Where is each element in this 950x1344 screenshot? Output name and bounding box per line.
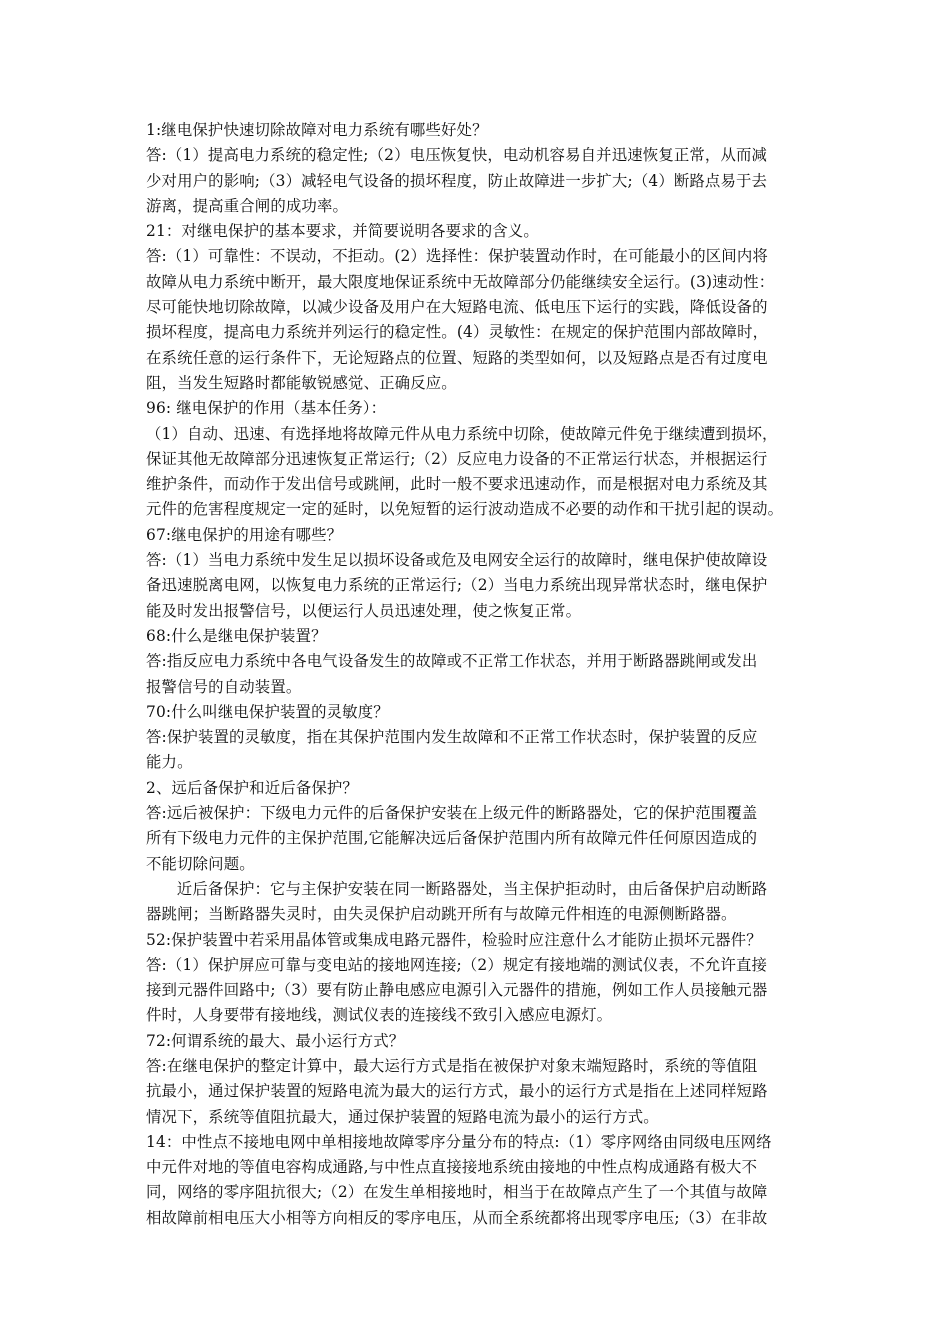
answer-21-line: 尽可能快地切除故障，以减少设备及用户在大短路电流、低电压下运行的实践，降低设备的 xyxy=(146,298,768,317)
paragraph-14-line: 中元件对地的等值电容构成通路,与中性点直接接地系统由接地的中性点构成通路有极大不 xyxy=(146,1158,758,1177)
answer-70-line: 能力。 xyxy=(146,753,193,772)
answer-2-line: 所有下级电力元件的主保护范围,它能解决远后备保护范围内所有故障元件任何原因造成的 xyxy=(146,829,758,848)
answer-96-line: 元件的危害程度规定一定的延时，以免短暂的运行波动造成不必要的动作和干扰引起的误动。 xyxy=(146,500,784,519)
answer-21-line: 答:（1）可靠性：不误动，不拒动。(2）选择性：保护装置动作时，在可能最小的区间内将 xyxy=(146,247,768,266)
question-67-title: 67:继电保护的用途有哪些？ xyxy=(146,525,343,544)
question-1-title: 1:继电保护快速切除故障对电力系统有哪些好处？ xyxy=(146,121,488,139)
answer-72-line: 答:在继电保护的整定计算中，最大运行方式是指在被保护对象末端短路时，系统的等值阻 xyxy=(146,1056,758,1075)
answer-2-line-indented: 近后备保护：它与主保护安装在同一断路器处，当主保护拒动时，由后备保护启动断路 xyxy=(176,879,768,898)
answer-21-line: 在系统任意的运行条件下，无论短路点的位置、短路的类型如何，以及短路点是否有过度电 xyxy=(146,348,768,367)
answer-1-line: 游离，提高重合闸的成功率。 xyxy=(146,196,349,215)
question-72-title: 72:何谓系统的最大、最小运行方式？ xyxy=(146,1031,405,1050)
answer-2-line: 答:远后被保护：下级电力元件的后备保护安装在上级元件的断路器处，它的保护范围覆盖 xyxy=(146,804,758,823)
question-70-title: 70:什么叫继电保护装置的灵敏度？ xyxy=(146,702,389,721)
answer-21-line: 故障从电力系统中断开，最大限度地保证系统中无故障部分仍能继续安全运行。(3)速动性： xyxy=(146,272,775,291)
answer-68-line: 答:指反应电力系统中各电气设备发生的故障或不正常工作状态，并用于断路器跳闸或发出 xyxy=(146,652,758,671)
answer-21-line: 损坏程度，提高电力系统并列运行的稳定性。(4）灵敏性：在规定的保护范围内部故障时， xyxy=(146,323,769,342)
question-68-title: 68:什么是继电保护装置？ xyxy=(146,626,327,645)
answer-52-line: 接到元器件回路中;（3）要有防止静电感应电源引入元器件的措施，例如工作人员接触元器 xyxy=(146,981,768,1000)
question-96-title: 96: 继电保护的作用（基本任务）： xyxy=(146,399,387,418)
answer-70-line: 答:保护装置的灵敏度，指在其保护范围内发生故障和不正常工作状态时，保护装置的反应 xyxy=(146,728,758,747)
answer-52-line: 答:（1）保护屏应可靠与变电站的接地网连接;（2）规定有接地端的测试仪表，不允许直接 xyxy=(146,955,768,974)
paragraph-14-line: 14：中性点不接地电网中单相接地故障零序分量分布的特点:（1）零序网络由同级电压网络 xyxy=(146,1132,772,1151)
paragraph-14-line: 相故障前相电压大小相等方向相反的零序电压，从而全系统都将出现零序电压;（3）在非故 xyxy=(146,1208,768,1227)
answer-52-line: 件时，人身要带有接地线，测试仪表的连接线不致引入感应电源灯。 xyxy=(146,1006,613,1025)
answer-67-line: 能及时发出报警信号，以便运行人员迅速处理，使之恢复正常。 xyxy=(146,601,582,620)
question-21-title: 21：对继电保护的基本要求，并简要说明各要求的含义。 xyxy=(146,222,539,241)
answer-2-line: 不能切除问题。 xyxy=(146,854,255,873)
answer-96-line: 维护条件，而动作于发出信号或跳闸，此时一般不要求迅速动作，而是根据对电力系统及其 xyxy=(146,475,768,494)
answer-72-line: 抗最小，通过保护装置的短路电流为最大的运行方式，最小的运行方式是指在上述同样短路 xyxy=(146,1082,768,1101)
answer-1-line: 答:（1）提高电力系统的稳定性;（2）电压恢复快，电动机容易自并迅速恢复正常，从而减 xyxy=(146,146,768,165)
answer-1-line: 少对用户的影响;（3）减轻电气设备的损坏程度，防止故障进一步扩大;（4）断路点易于去 xyxy=(146,171,768,190)
answer-2-line: 器跳闸；当断路器失灵时，由失灵保护启动跳开所有与故障元件相连的电源侧断路器。 xyxy=(146,905,737,924)
answer-67-line: 备迅速脱离电网，以恢复电力系统的正常运行;（2）当电力系统出现异常状态时，继电保护 xyxy=(146,576,768,595)
question-2-title: 2、远后备保护和近后备保护？ xyxy=(146,778,358,797)
question-52-title: 52:保护装置中若采用晶体管或集成电路元器件，检验时应注意什么才能防止损坏元器件？ xyxy=(146,930,762,949)
document-body xyxy=(146,118,812,1231)
paragraph-14-line: 同，网络的零序阻抗很大;（2）在发生单相接地时，相当于在故障点产生了一个其值与故障 xyxy=(146,1183,768,1202)
answer-96-line: （1）自动、迅速、有选择地将故障元件从电力系统中切除，使故障元件免于继续遭到损坏， xyxy=(146,424,778,443)
answer-21-line: 阻，当发生短路时都能敏锐感觉、正确反应。 xyxy=(146,373,457,392)
answer-72-line: 情况下，系统等值阻抗最大，通过保护装置的短路电流为最小的运行方式。 xyxy=(146,1107,659,1126)
answer-68-line: 报警信号的自动装置。 xyxy=(146,677,302,696)
answer-67-line: 答:（1）当电力系统中发生足以损坏设备或危及电网安全运行的故障时，继电保护使故障设 xyxy=(146,551,768,570)
answer-96-line: 保证其他无故障部分迅速恢复正常运行;（2）反应电力设备的不正常运行状态，并根据运行 xyxy=(146,449,768,468)
